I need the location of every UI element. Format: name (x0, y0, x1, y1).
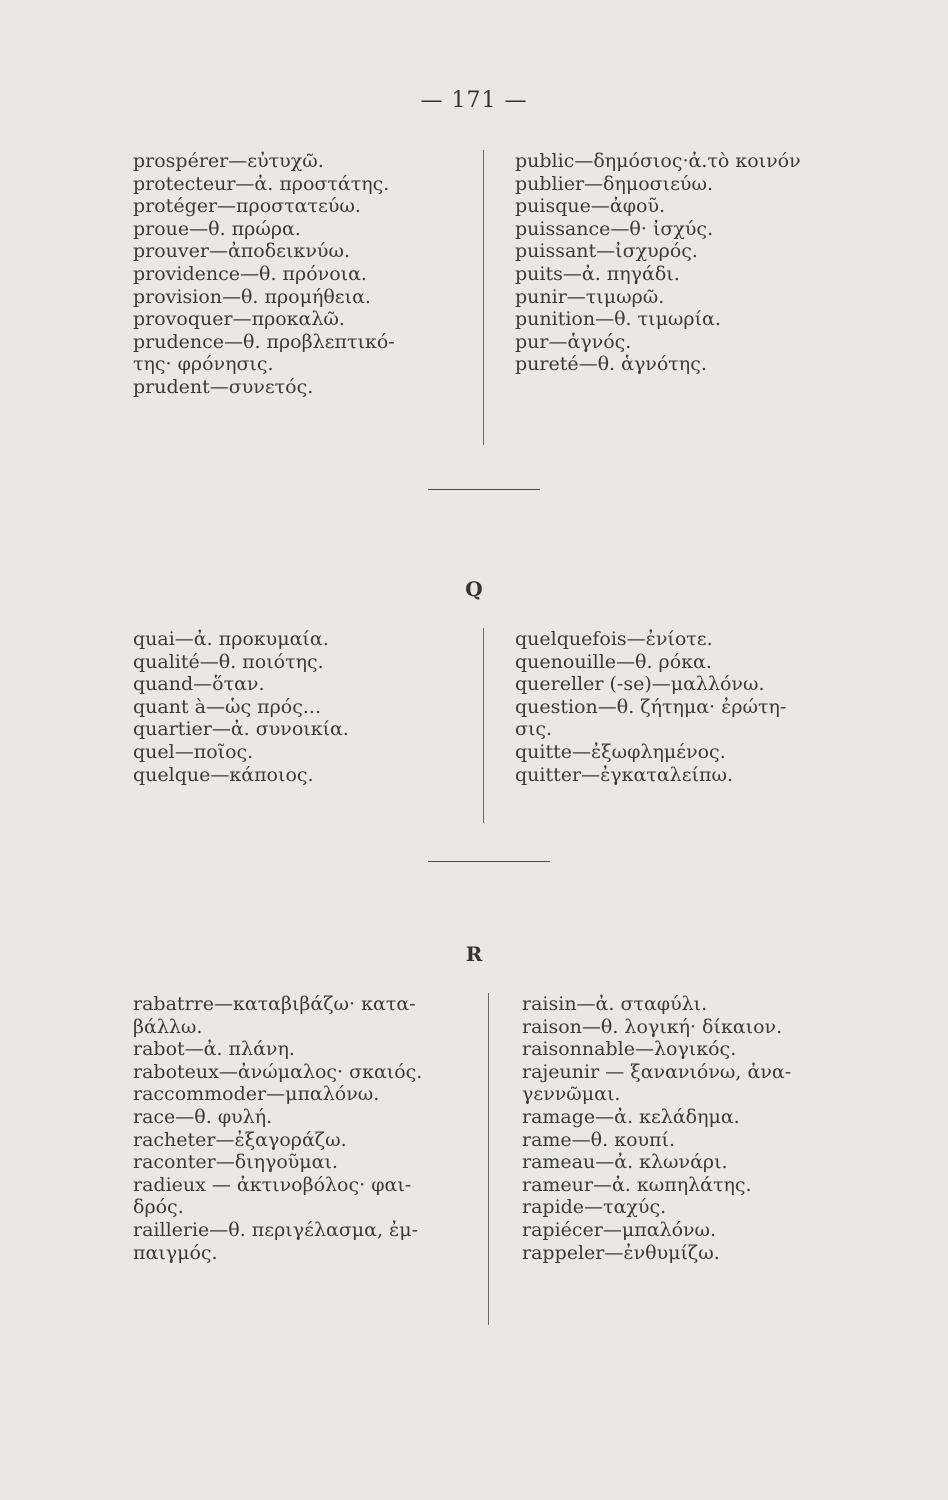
dictionary-entry: quant à—ὡς πρός... (133, 695, 321, 718)
section-letter-q: Q (465, 577, 483, 601)
dictionary-entry: puits—ἀ. πηγάδι. (515, 262, 680, 285)
section-r-left-column (133, 993, 422, 1264)
dictionary-entry: quitter—ἐγκαταλείπω. (515, 763, 734, 786)
dictionary-entry: quai—ἀ. προκυμαία. (133, 628, 329, 650)
section-p-column-divider (483, 150, 484, 445)
section-letter-r: R (465, 942, 483, 966)
dictionary-entry: quelquefois—ἐνίοτε. (515, 628, 713, 650)
dictionary-entry: rajeunir — ξανανιόνω, ἀνα- (522, 1060, 792, 1083)
section-q-column-divider (483, 628, 484, 823)
dictionary-entry: public—δημόσιος·ἀ.τὸ κοινόν (515, 150, 801, 172)
dictionary-entry: radieux — ἀκτινοβόλος· φαι- (133, 1173, 412, 1196)
dictionary-entry: protéger—προστατεύω. (133, 195, 361, 218)
dictionary-entry: raisin—ἀ. σταφύλι. (522, 993, 708, 1015)
section-r-column-divider (488, 993, 489, 1325)
dictionary-entry: prudent—συνετός. (133, 375, 314, 398)
dictionary-entry: rappeler—ἐνθυμίζω. (522, 1241, 720, 1264)
dictionary-entry: δρός. (133, 1196, 184, 1219)
dictionary-entry: provision—θ. προμήθεια. (133, 285, 371, 308)
dictionary-entry: raisonnable—λογικός. (522, 1038, 737, 1061)
dictionary-entry: punir—τιμωρῶ. (515, 285, 665, 308)
dictionary-entry: ramage—ἀ. κελάδημα. (522, 1105, 740, 1128)
dictionary-entry: prouver—ἀποδεικνύω. (133, 240, 350, 263)
section-q-left-column (133, 628, 349, 786)
dictionary-entry: puissant—ἰσχυρός. (515, 240, 698, 263)
dictionary-entry: rame—θ. κουπί. (522, 1128, 676, 1151)
dictionary-entry: pureté—θ. ἁγνότης. (515, 353, 707, 376)
dictionary-entry: rabot—ἀ. πλάνη. (133, 1038, 295, 1061)
dictionary-entry: quel—ποῖος. (133, 740, 254, 763)
dictionary-entry: quenouille—θ. ρόκα. (515, 650, 712, 673)
dictionary-entry: punition—θ. τιμωρία. (515, 308, 721, 331)
dictionary-entry: provoquer—προκαλῶ. (133, 308, 345, 331)
dictionary-entry: rapide—ταχύς. (522, 1196, 667, 1219)
dictionary-entry: γεννῶμαι. (522, 1083, 621, 1106)
section-p-left-column (133, 150, 395, 399)
dictionary-entry: quitte—ἐξωφλημένος. (515, 740, 726, 763)
dictionary-entry: raboteux—ἀνώμαλος· σκαιός. (133, 1060, 423, 1083)
dictionary-entry: racheter—ἐξαγοράζω. (133, 1128, 347, 1151)
dictionary-entry: raconter—διηγοῦμαι. (133, 1151, 338, 1174)
dictionary-entry: quand—ὅταν. (133, 673, 265, 696)
dictionary-entry: quartier—ἀ. συνοικία. (133, 718, 349, 741)
page-number: — 171 — (420, 88, 528, 113)
dictionary-entry: quelque—κάποιος. (133, 763, 314, 786)
dictionary-entry: raison—θ. λογική· δίκαιον. (522, 1015, 783, 1038)
dictionary-entry: σις. (515, 718, 553, 741)
dictionary-entry: βάλλω. (133, 1015, 203, 1038)
dictionary-entry: prospérer—εὐτυχῶ. (133, 150, 324, 172)
dictionary-entry: rabatrre—καταβιβάζω· κατα- (133, 993, 416, 1015)
section-divider-q-r (428, 861, 550, 862)
section-r-right-column (522, 993, 791, 1264)
dictionary-entry: publier—δημοσιεύω. (515, 172, 713, 195)
dictionary-entry: rapiécer—μπαλόνω. (522, 1218, 717, 1241)
dictionary-entry: race—θ. φυλή. (133, 1105, 273, 1128)
dictionary-entry: prudence—θ. προβλεπτικό- (133, 330, 395, 353)
section-divider-p-q (428, 489, 540, 490)
dictionary-entry: proue—θ. πρώρα. (133, 217, 301, 240)
dictionary-entry: της· φρόνησις. (133, 353, 274, 376)
dictionary-entry: puisque—ἀφοῦ. (515, 195, 666, 218)
dictionary-entry: puissance—θ· ἰσχύς. (515, 217, 714, 240)
dictionary-entry: raillerie—θ. περιγέλασμα, ἐμ- (133, 1218, 419, 1241)
dictionary-entry: quereller (-se)—μαλλόνω. (515, 673, 765, 696)
dictionary-entry: question—θ. ζήτημα· ἐρώτη- (515, 695, 787, 718)
dictionary-entry: protecteur—ἀ. προστάτης. (133, 172, 390, 195)
section-p-right-column (515, 150, 801, 376)
dictionary-entry: rameur—ἀ. κωπηλάτης. (522, 1173, 752, 1196)
dictionary-entry: raccommoder—μπαλόνω. (133, 1083, 380, 1106)
dictionary-entry: providence—θ. πρόνοια. (133, 262, 367, 285)
dictionary-entry: rameau—ἀ. κλωνάρι. (522, 1151, 728, 1174)
dictionary-entry: pur—ἁγνός. (515, 330, 632, 353)
section-q-right-column (515, 628, 786, 786)
dictionary-entry: παιγμός. (133, 1241, 218, 1264)
dictionary-entry: qualité—θ. ποιότης. (133, 650, 324, 673)
